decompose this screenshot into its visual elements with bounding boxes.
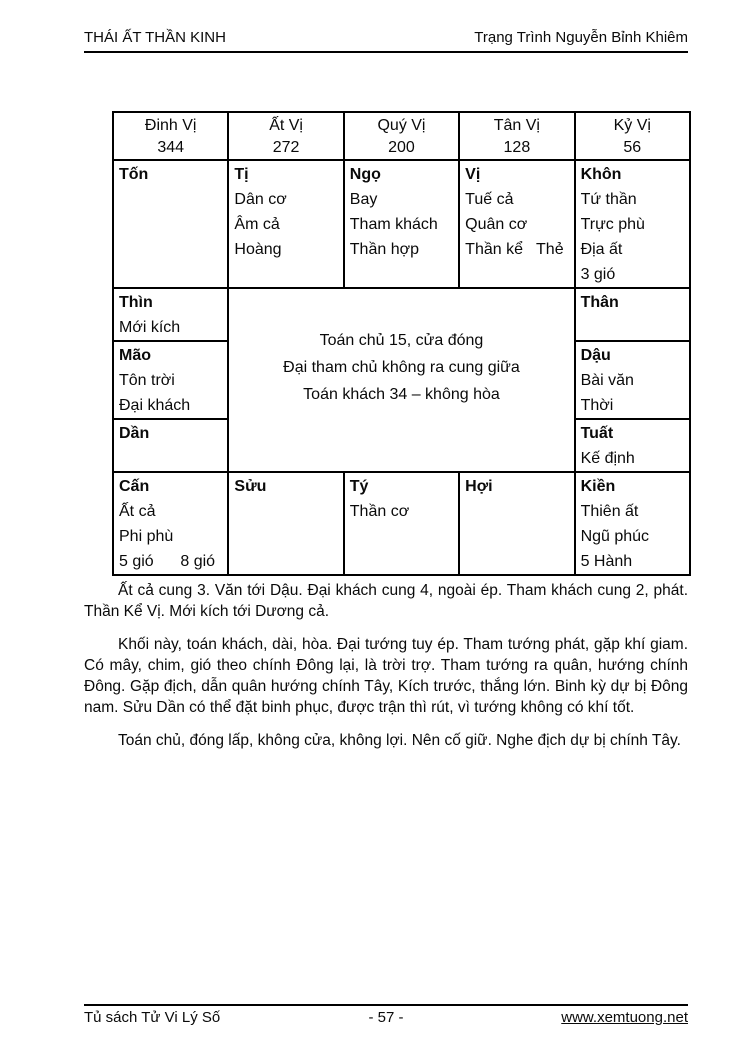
cell-khon (575, 160, 690, 288)
header-cell-value: 56 (623, 139, 642, 156)
cell-tan-vi (459, 112, 574, 160)
cell-line: Quân cơ (465, 216, 528, 233)
cell-ton (113, 160, 228, 288)
header-cell-label: Ất Vị (269, 117, 303, 134)
cell-line: Dân cơ (234, 191, 287, 208)
cell-line: Thời (580, 397, 614, 414)
cell-thin (113, 288, 228, 341)
cell-title: Khôn (580, 166, 622, 183)
cell-line: Tham khách (349, 216, 438, 233)
cell-title: Hợi (465, 478, 493, 495)
cell-title: Dậu (580, 347, 611, 364)
cell-ky-vi (575, 112, 690, 160)
commentary-text (84, 580, 688, 763)
cell-center-summary (228, 288, 574, 472)
chart-header-row (113, 112, 690, 160)
cell-ty (344, 472, 459, 575)
cell-title: Cấn (119, 478, 150, 495)
cell-at-vi (228, 112, 343, 160)
cell-ti (228, 160, 343, 288)
cell-line: Ngũ phúc (580, 528, 650, 545)
header-cell-value: 128 (503, 139, 531, 156)
cell-line: Thần kể Thẻ (465, 241, 564, 258)
cell-dan (113, 419, 228, 472)
cell-title: Kiền (580, 478, 616, 495)
cell-line: Âm cả (234, 216, 280, 233)
page-number: - 57 - (368, 1009, 404, 1026)
cell-line: Trực phù (580, 216, 645, 233)
center-line: Toán khách 34 – không hòa (303, 385, 500, 403)
paragraph: Khối này, toán khách, dài, hòa. Đại tướng tuy ép. Tham tướng phát, gặp khí giam. Có mây, chim, gió theo chính Đông lại, là trời trợ. Tham tướng ra quân, hướng chính Đông. Gặp địch, dẫn quân hướng chính Tây, Kích trước, thắng lớn. Binh kỳ dự bị Đông nam. Sửu Dần có thể đặt binh phục, được trận thì rút, vì tướng không có khí tốt. (84, 636, 688, 716)
chart-row-thin-than (113, 288, 690, 341)
cell-line: Mới kích (119, 319, 181, 336)
cell-title: Mão (119, 347, 151, 364)
cell-title: Dần (119, 425, 150, 442)
book-title: THÁI ẤT THẦN KINH (84, 29, 226, 46)
cell-title: Ngọ (349, 166, 381, 183)
page-footer (84, 1004, 688, 1027)
cell-title: Tuất (580, 425, 614, 442)
cell-than (575, 288, 690, 341)
cell-vi (459, 160, 574, 288)
header-cell-label: Đinh Vị (144, 117, 197, 134)
cell-line: 3 gió (580, 266, 616, 283)
header-cell-label: Quý Vị (377, 117, 426, 134)
chart-row-ton (113, 160, 690, 288)
header-cell-value: 200 (388, 139, 415, 156)
cell-title: Vị (465, 166, 481, 183)
cell-line: Thần hợp (349, 241, 419, 258)
cell-title: Thân (580, 294, 619, 311)
center-line: Đại tham chủ không ra cung giữa (283, 358, 520, 376)
cell-line: Thiên ất (580, 503, 639, 520)
cell-line: Địa ất (580, 241, 623, 258)
cell-line: Ất cả (119, 503, 156, 520)
cell-suu (228, 472, 343, 575)
header-cell-value: 272 (272, 139, 300, 156)
cell-line: 5 gió 8 gió (119, 553, 216, 570)
cell-dinh-vi (113, 112, 228, 160)
cell-dau (575, 341, 690, 419)
cell-line: Đại khách (119, 397, 191, 414)
cell-quy-vi (344, 112, 459, 160)
cell-line: Phi phù (119, 528, 174, 545)
thai-at-chart-table (112, 111, 691, 576)
cell-kien (575, 472, 690, 575)
cell-line: Thần cơ (349, 503, 410, 520)
cell-line: Tôn trời (119, 372, 175, 389)
cell-line: Tuế cả (465, 191, 514, 208)
cell-ngo (344, 160, 459, 288)
header-cell-label: Kỷ Vị (613, 117, 651, 134)
cell-mao (113, 341, 228, 419)
footer-series-title: Tủ sách Tử Vi Lý Số (84, 1009, 221, 1026)
author-name: Trạng Trình Nguyễn Bỉnh Khiêm (474, 29, 688, 46)
cell-title: Tý (349, 478, 369, 495)
cell-line: 5 Hành (580, 553, 633, 570)
page-header (84, 29, 688, 53)
header-cell-label: Tân Vị (493, 117, 540, 134)
cell-title: Tị (234, 166, 249, 183)
cell-tuat (575, 419, 690, 472)
cell-hoi (459, 472, 574, 575)
cell-line: Hoàng (234, 241, 282, 258)
cell-can (113, 472, 228, 575)
cell-line: Kế định (580, 450, 635, 467)
website-link[interactable]: www.xemtuong.net (561, 1009, 688, 1026)
cell-line: Bài văn (580, 372, 634, 389)
cell-title: Tốn (119, 166, 149, 183)
paragraph: Ất cả cung 3. Văn tới Dậu. Đại khách cung 4, ngoài ép. Tham khách cung 2, phát. Thần Kể Vị. Mới kích tới Dương cả. (84, 582, 688, 620)
header-cell-value: 344 (157, 139, 185, 156)
chart-bottom-row (113, 472, 690, 575)
cell-line: Bay (349, 191, 378, 208)
paragraph: Toán chủ, đóng lấp, không cửa, không lợi. Nên cố giữ. Nghe địch dự bị chính Tây. (118, 732, 681, 749)
cell-title: Thìn (119, 294, 153, 311)
cell-line: Tứ thần (580, 191, 637, 208)
cell-title: Sửu (234, 478, 267, 495)
center-line: Toán chủ 15, cửa đóng (319, 331, 484, 349)
